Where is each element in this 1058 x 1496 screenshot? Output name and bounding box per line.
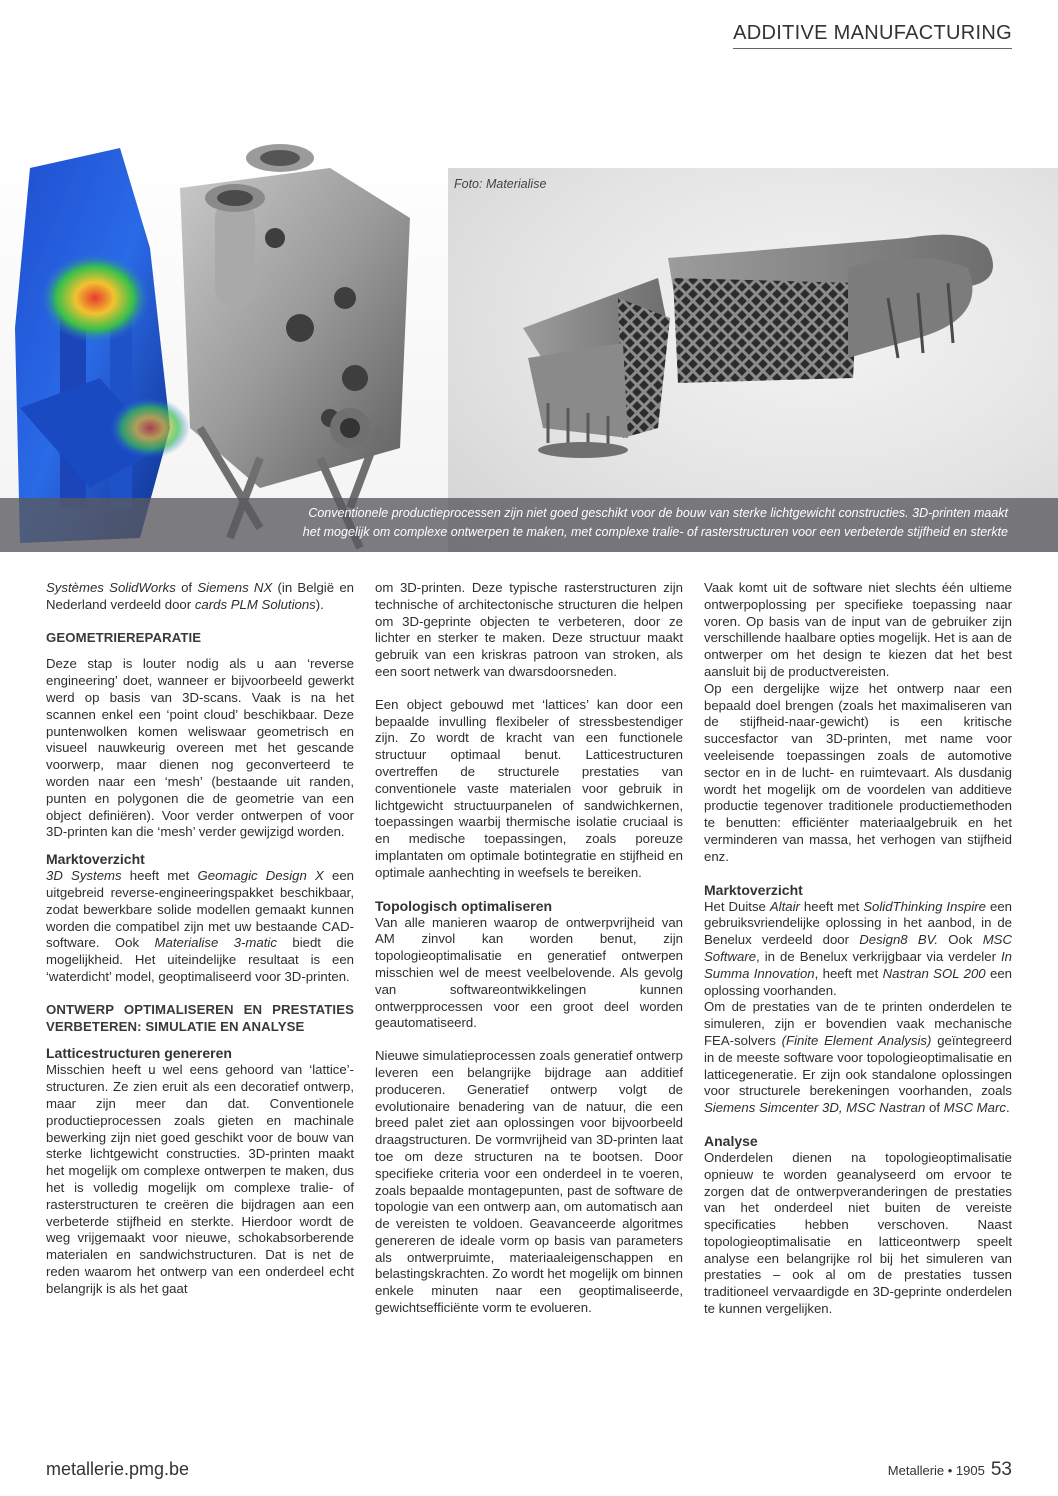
article-column-3 <box>704 580 1012 1318</box>
heading-latticestructuren: Latticestructuren genereren <box>46 1045 232 1062</box>
paragraph-ontwerpoplossing: Vaak komt uit de software niet slechts één ultieme ontwerpoplossing per specifieke toepassing naar voren. Op basis van de input van de gebruiker zijn verschillende haalbare opties mogelijk. Het is aan de ontwerper om het design te kiezen dat het best aansluit bij de productvereisten. <box>704 580 1012 679</box>
page-number: 53 <box>990 1459 1012 1480</box>
paragraph-marktoverzicht-1: 3D Systems heeft met Geomagic Design X een uitgebreid reverse-engineeringspakket beschikbaar, zodat bewerkbare solide modellen gemaakt kunnen worden die compatibel zijn met uw bestaande CAD-software. Ook Materialise 3-matic biedt die mogelijkheid. Het uiteindelijke resultaat is een ‘waterdicht’ model, geoptimaliseerd voor 3D-printen. <box>46 868 354 984</box>
intro-paragraph: Systèmes SolidWorks of Siemens NX (in België en Nederland verdeeld door cards PLM Solutions). <box>46 580 354 612</box>
figure-caption <box>248 504 1008 542</box>
paragraph-simulatieprocessen: Nieuwe simulatieprocessen zoals generatief ontwerp leveren een belangrijke bijdrage aan additief produceren. Generatief ontwerp volgt de evolutionaire benadering van de natuur, die een breed palet ziet aan oplossingen voor bijvoorbeeld draagstructuren. De vormvrijheid van 3D-printen laat toe om deze structuren na te bootsen. Door specifieke criteria voor een onderdeel in te voeren, zoals bepaalde montagepunten, past de software de topologie van een ontwerp aan, om automatisch aan de vereisten te voldoen. Geavanceerde algoritmes genereren de ideale vorm op basis van parameters als ontwerpruimte, materiaaleigenschappen en belastingskrachten. Zo wordt het mogelijk om binnen enkele minuten naar een geoptimaliseerde, gewichtsefficiënte vorm te evolueren. <box>375 1048 683 1316</box>
paragraph-doel-brengen: Op een dergelijke wijze het ontwerp naar een bepaald doel brengen (zoals het maximaliseren van de stijfheid-naar-gewicht) is een kritische succesfactor van 3D-printen, met name voor veeleisende toepassingen zoals de automotive sector en in de lucht- en ruimtevaart. Als dusdanig wordt het mogelijk om de voordelen van additieve productie tegenover traditionele productiemethoden te benutten: efficiënter materiaalgebruik en het verminderen van massa, het verhogen van stijfheid enz. <box>704 680 1012 864</box>
article-column-2 <box>375 580 683 1317</box>
article-column-1 <box>46 580 354 1297</box>
section-title: ADDITIVE MANUFACTURING <box>733 22 1012 49</box>
heading-analyse: Analyse <box>704 1132 758 1149</box>
paragraph-analyse: Onderdelen dienen na topologieoptimalisatie opnieuw te worden geanalyseerd om ervoor te zorgen dat de ontwerpveranderingen de prestaties van het onderdeel niet buiten de vereiste specificaties hebben verschoven. Naast topologieoptimalisatie en latticeontwerp speelt analyse een belangrijke rol bij het simuleren van prestaties – ook al om de prestaties tussen traditioneel vervaardigde en 3D-geprinte onderdelen te kunnen vergelijken. <box>704 1149 1012 1317</box>
heading-ontwerp-optimaliseren: ONTWERP OPTIMALISEREN EN PRESTATIES VERBETEREN: SIMULATIE EN ANALYSE <box>46 1001 354 1034</box>
heading-marktoverzicht-1: Marktoverzicht <box>46 851 145 868</box>
footer-magazine-info <box>888 1459 1012 1481</box>
paragraph-lattices-object: Een object gebouwd met ‘lattices’ kan door een bepaalde invulling flexibeler of stressbestendiger zijn. Zo wordt de kracht van een functionele structuur optimaal benut. Latticestructuren overtreffen de structurele prestaties van conventionele vaste materialen voor gebruik in lichtgewicht structuurpanelen of sandwichkernen, toepassingen waarbij thermische isolatie cruciaal is en medische toepassingen, zoals poreuze implantaten om optimale botintegratie en stijfheid en optimale aanhechting in weefsels te bereiken. <box>375 696 683 880</box>
photo-credit: Foto: Materialise <box>454 177 547 191</box>
footer-website: metallerie.pmg.be <box>46 1459 190 1479</box>
paragraph-fea-solvers: Om de prestaties van de te printen onderdelen te simuleren, zijn er bovendien vaak mechanische FEA-solvers (Finite Element Analysis) geïntegreerd in de meeste software voor topologieoptimalisatie en latticegeneratie. Er zijn ook standalone oplossingen voor structurele berekeningen voorhanden, zoals Siemens Simcenter 3D, MSC Nastran of MSC Marc. <box>704 999 1012 1116</box>
topology-optimized-part-image <box>0 128 448 552</box>
heading-topologisch-optimaliseren: Topologisch optimaliseren <box>375 897 553 914</box>
heading-marktoverzicht-2: Marktoverzicht <box>704 881 803 898</box>
footer-magazine-issue: Metallerie • 1905 <box>887 1463 985 1478</box>
paragraph-latticestructuren: Misschien heeft u wel eens gehoord van ‘lattice’-structuren. Ze zien eruit als een decoratief ontwerp, maar zijn meer dan dat. Conventionele productieprocessen zoals gieten en machinale bewerking zijn niet goed geschikt voor de bouw van sterke lichtgewicht constructies. 3D-printen maakt het mogelijk om complexe ontwerpen te maken, dus het is volledig mogelijk om complexe tralie- of rasterstructuren te creëren die bijdragen aan een verbeterde stijfheid en sterkte. Hierdoor wordt de weg vrijgemaakt voor nieuwe, schokabsorberende materialen en sandwichstructuren. Dat is net de reden waarom het ontwerp van een onderdeel echt belangrijk is als het gaat <box>46 1062 354 1296</box>
paragraph-topologisch: Van alle manieren waarop de ontwerpvrijheid van AM zinvol kan worden benut, zijn topologieoptimalisatie en generatief ontwerpen misschien wel de meest veelbelovende. Als gevolg van softwareontwikkelingen kunnen ontwerpprocessen voor een groot deel worden geautomatiseerd. <box>375 914 683 1031</box>
caption-line-2: het mogelijk om complexe ontwerpen te maken, met complexe tralie- of rasterstructuren voor een verbeterde stijfheid en sterkte <box>302 525 1008 539</box>
paragraph-rasterstructuren: om 3D-printen. Deze typische rasterstructuren zijn technische of architectonische structuren die helpen om 3D-geprinte objecten te verbeteren, door ze lichter en sterker te maken. Deze structuur maakt gebruik van een kriskras patroon van stroken, als een soort netwerk van dwarsdoorsneden. <box>375 580 683 679</box>
figure-caption-bar <box>0 498 1058 552</box>
paragraph-geometriereparatie: Deze stap is louter nodig als u aan ‘reverse engineering’ doet, wanneer er bijvoorbeeld gewerkt werd op basis van 3D-scans. Vaak is na het scannen enkel een ‘point cloud’ beschikbaar. Deze puntenwolken komen weliswaar geometrisch en visueel nauwkeurig overeen met het gescande voorwerp, maar dienen nog geconverteerd te worden naar een ‘mesh’ (bestaande uit randen, punten en polygonen die de geometrie van een object definiëren). Voor verder ontwerpen of voor 3D-printen kan die ‘mesh’ verder gewijzigd worden. <box>46 656 354 840</box>
caption-line-1: Conventionele productieprocessen zijn niet goed geschikt voor de bouw van sterke lichtgewicht constructies. 3D-printen maakt <box>308 506 1008 520</box>
paragraph-marktoverzicht-2: Het Duitse Altair heeft met SolidThinking Inspire een gebruiksvriendelijke oplossing in het aanbod, in de Benelux verdeeld door Design8 BV. Ook MSC Software, in de Benelux verkrijgbaar via verdeler In Summa Innovation, heeft met Nastran SOL 200 een oplossing voorhanden. <box>704 898 1012 998</box>
heading-geometriereparatie: GEOMETRIEREPARATIE <box>46 629 202 645</box>
lattice-structure-part-image <box>448 168 1058 552</box>
